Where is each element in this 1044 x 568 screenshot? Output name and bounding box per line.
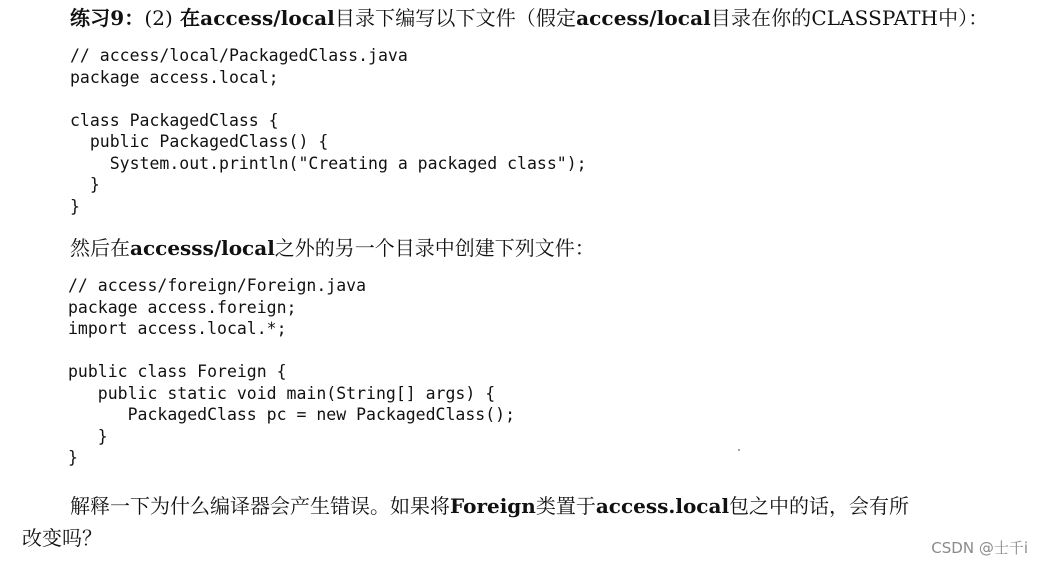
- scan-speck: [738, 449, 740, 451]
- heading-text-2: 目录下编写以下文件（假定: [334, 6, 577, 30]
- para-text: 解释一下为什么编译器会产生错误。如果将: [70, 494, 450, 518]
- code-line: public static void main(String[] args) {: [68, 383, 496, 403]
- csdn-watermark: CSDN @士千i: [931, 539, 1028, 557]
- classpath-term: CLASSPATH: [811, 6, 939, 30]
- code-line: public PackagedClass() {: [70, 132, 329, 151]
- heading-text-3: 目录在你的: [710, 6, 812, 30]
- heading-text-4: 中）：: [938, 6, 989, 30]
- code-block-packagedclass: [70, 45, 587, 217]
- code-line: public class Foreign {: [68, 362, 287, 381]
- question-paragraph-end: 改变吗？: [22, 526, 102, 550]
- instruction-paragraph: [70, 234, 595, 262]
- code-line: System.out.println("Creating a packaged class");: [70, 153, 587, 173]
- code-line: }: [68, 426, 108, 446]
- code-line: // access/local/PackagedClass.java: [70, 46, 408, 65]
- para-text: 之外的另一个目录中创建下列文件：: [274, 236, 595, 260]
- difficulty: (2): [144, 6, 173, 30]
- path-access-local-2: access/local: [576, 6, 711, 30]
- para-text: 然后在: [70, 236, 130, 260]
- code-line: [68, 340, 515, 362]
- question-paragraph: [70, 492, 909, 520]
- code-line: package access.foreign;: [68, 297, 297, 317]
- heading-text-1: 在: [172, 6, 201, 30]
- path-access-local: access/local: [200, 6, 335, 30]
- exercise-heading: [70, 4, 988, 32]
- code-line: PackagedClass pc = new PackagedClass();: [68, 405, 516, 424]
- code-line: import access.local.*;: [68, 319, 287, 338]
- para-text: 类置于: [535, 494, 596, 518]
- code-line: // access/foreign/Foreign.java: [68, 276, 367, 295]
- code-line: package access.local;: [70, 67, 279, 87]
- class-foreign: Foreign: [450, 494, 536, 518]
- code-line: class PackagedClass {: [70, 110, 279, 130]
- code-block-foreign: [68, 275, 515, 469]
- package-access-local: access.local: [595, 494, 730, 518]
- code-line: }: [68, 448, 78, 467]
- path-accesss-local: accesss/local: [130, 236, 275, 260]
- code-line: }: [70, 175, 100, 194]
- exercise-number: 练习9：: [70, 6, 145, 30]
- para-text: 包之中的话，会有所: [729, 494, 910, 518]
- code-line: [70, 88, 587, 110]
- code-line: }: [70, 196, 80, 216]
